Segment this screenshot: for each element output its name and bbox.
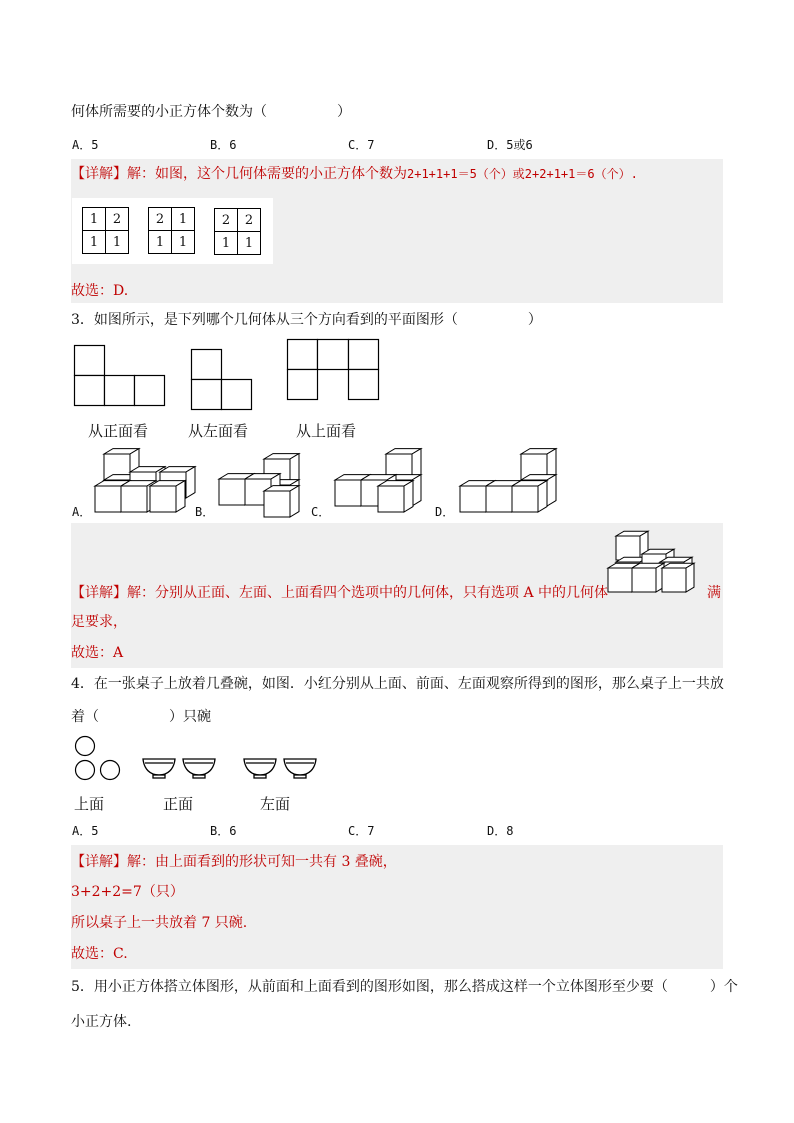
q3-option-b-letter: B．: [195, 505, 215, 519]
q3-label-top: 从上面看: [296, 422, 357, 440]
q3-left-view: [191, 349, 253, 411]
q2-grid-2: [148, 207, 195, 254]
q2-solution-text: 解：如图，这个几何体需要的小正方体个数为: [127, 166, 407, 182]
q2-option-d: D．5或6: [487, 138, 533, 152]
q4-solution-text: 解：由上面看到的形状可知一共有 3 叠碗，: [127, 854, 397, 870]
q5-stem-line2: 小正方体.: [71, 1014, 132, 1030]
q2-stem-tail: 何体所需要的小正方体个数为（ ）: [71, 104, 351, 120]
grid-cell: 1: [83, 208, 106, 231]
grid-cell: 1: [172, 231, 195, 254]
q3-option-a-figure: [90, 440, 190, 516]
cube: [662, 563, 694, 592]
q2-grid-1: [82, 207, 129, 254]
q2-answer: 故选：D.: [71, 283, 129, 299]
q3-top-view: [287, 339, 380, 401]
grid-cell: 2: [149, 208, 172, 231]
q3-option-d-letter: D．: [435, 505, 455, 519]
grid-cell: 1: [149, 231, 172, 254]
q3-stem: 3．如图所示，是下列哪个几何体从三个方向看到的平面图形（ ）: [71, 312, 542, 328]
q4-option-b: B．6: [210, 824, 237, 838]
grid-cell: 1: [172, 208, 195, 231]
q2-solution-expr: 2+1+1+1＝5（个）或2+2+1+1＝6（个）.: [407, 167, 638, 181]
q2-option-b: B．6: [210, 138, 237, 152]
q4-solution-tag: 【详解】: [71, 854, 127, 870]
q4-conclusion: 所以桌子上一共放着 7 只碗.: [71, 915, 248, 931]
q3-solution-end: 满: [707, 585, 721, 601]
cube: [632, 563, 664, 592]
grid-cell: 1: [106, 231, 129, 254]
q4-answer: 故选：C.: [71, 946, 128, 962]
q3-solution-text: 解：分别从正面、左面、上面看四个选项中的几何体，只有选项 A 中的几何体: [127, 585, 609, 601]
q2-solution-tag: 【详解】: [71, 166, 127, 182]
grid-cell: 1: [238, 232, 261, 255]
q4-stem-line1: 4．在一张桌子上放着几叠碗，如图．小红分别从上面、前面、左面观察所得到的图形，那么桌子上一共放: [71, 676, 724, 692]
q4-label-left: 左面: [260, 795, 291, 813]
q3-front-view: [74, 345, 166, 407]
q3-option-c-figure: [330, 440, 426, 516]
q3-solution: [71, 583, 608, 603]
cube: [264, 486, 299, 517]
cube: [378, 481, 413, 512]
q3-solution-line2: 足要求，: [71, 614, 127, 630]
q4-left-view: [241, 756, 321, 782]
grid-cell: 1: [215, 232, 238, 255]
q4-option-c: C．7: [348, 824, 375, 838]
grid-cell: 1: [83, 231, 106, 254]
grid-cell: 2: [106, 208, 129, 231]
q4-top-view: [72, 735, 124, 781]
cube: [150, 481, 185, 512]
q4-stem-line2: 着（ ）只碗: [71, 709, 211, 725]
q3-option-a-letter: A．: [72, 505, 92, 519]
q3-option-d-figure: [455, 440, 561, 516]
q4-front-view: [140, 756, 220, 782]
q3-option-c-letter: C．: [311, 505, 331, 519]
q4-option-d: D．8: [487, 824, 514, 838]
q5-stem-line1: 5．用小正方体搭立体图形，从前面和上面看到的图形如图，那么搭成这样一个立体图形至少要（ ）个: [71, 979, 738, 995]
q4-option-a: A．5: [72, 824, 99, 838]
q3-solution-figure: [604, 526, 708, 596]
grid-cell: 2: [238, 209, 261, 232]
q3-label-left: 从左面看: [188, 422, 249, 440]
grid-cell: 2: [215, 209, 238, 232]
q3-solution-tag: 【详解】: [71, 585, 127, 601]
q2-option-c: C．7: [348, 138, 375, 152]
q3-answer: 故选：A: [71, 645, 124, 661]
q2-solution: [71, 164, 638, 184]
q2-option-a: A．5: [72, 138, 99, 152]
q2-grid-3: [214, 208, 261, 255]
q4-solution: [71, 852, 397, 872]
q4-label-top: 上面: [74, 795, 105, 813]
q3-label-front: 从正面看: [88, 422, 149, 440]
q4-label-front: 正面: [163, 795, 194, 813]
q3-option-b-figure: [214, 449, 310, 515]
cube: [512, 481, 547, 512]
q4-calc: 3+2+2=7（只）: [71, 884, 184, 900]
